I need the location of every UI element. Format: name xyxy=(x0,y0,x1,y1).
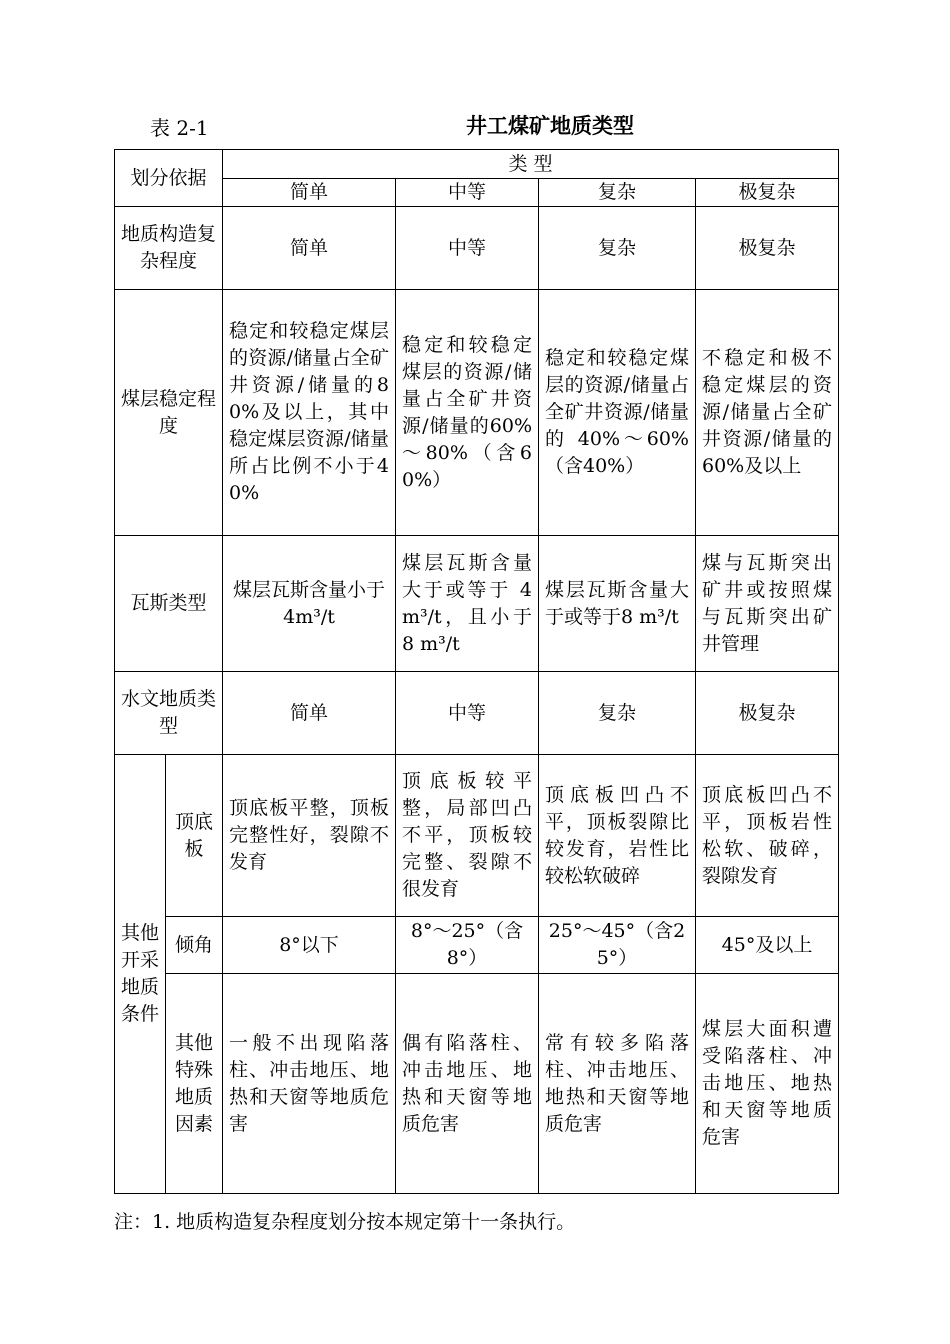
subrow-label: 其他特殊地质因素 xyxy=(166,974,223,1194)
group-label: 其他开采地质条件 xyxy=(115,755,166,1194)
table-cell: 稳定和较稳定煤层的资源/储量占全矿井资源/储量的60%～80%（含60%） xyxy=(396,290,539,536)
table-row xyxy=(115,207,839,290)
table-cell: 顶底板凹凸不平，顶板裂隙比较发育，岩性比较松软破碎 xyxy=(539,755,696,917)
table-cell: 简单 xyxy=(223,672,396,755)
row-label: 瓦斯类型 xyxy=(115,536,223,672)
table-cell: 顶底板凹凸不平，顶板岩性松软、破碎，裂隙发育 xyxy=(696,755,839,917)
table-cell: 顶底板较平整，局部凹凸不平，顶板较完整、裂隙不很发育 xyxy=(396,755,539,917)
subrow-label: 倾角 xyxy=(166,917,223,974)
table-caption: 表 2-1 xyxy=(150,116,209,140)
table-cell: 顶底板平整，顶板完整性好，裂隙不发育 xyxy=(223,755,396,917)
table-cell: 煤层大面积遭受陷落柱、冲击地压、地热和天窗等地质危害 xyxy=(696,974,839,1194)
table-cell: 简单 xyxy=(223,207,396,290)
type-complex-header: 复杂 xyxy=(539,179,696,207)
criteria-header: 划分依据 xyxy=(115,150,223,207)
table-row xyxy=(115,672,839,755)
table-cell: 复杂 xyxy=(539,207,696,290)
header-row-1 xyxy=(115,150,839,179)
table-cell: 稳定和较稳定煤层的资源/储量占全矿井资源/储量的80%及以上，其中稳定煤层资源/储量所占比例不小于40% xyxy=(223,290,396,536)
table-cell: 极复杂 xyxy=(696,207,839,290)
geology-type-table xyxy=(114,149,839,1194)
table-cell: 8°以下 xyxy=(223,917,396,974)
type-simple-header: 简单 xyxy=(223,179,396,207)
table-row xyxy=(115,536,839,672)
row-label: 地质构造复杂程度 xyxy=(115,207,223,290)
table-cell: 常有较多陷落柱、冲击地压、地热和天窗等地质危害 xyxy=(539,974,696,1194)
table-cell: 复杂 xyxy=(539,672,696,755)
table-title: 井工煤矿地质类型 xyxy=(466,114,634,138)
subrow-label: 顶底板 xyxy=(166,755,223,917)
table-row xyxy=(115,290,839,536)
table-cell: 中等 xyxy=(396,672,539,755)
table-cell: 45°及以上 xyxy=(696,917,839,974)
table-cell: 8°～25°（含8°） xyxy=(396,917,539,974)
type-medium-header: 中等 xyxy=(396,179,539,207)
table-row xyxy=(115,917,839,974)
table-row xyxy=(115,974,839,1194)
table-cell: 煤层瓦斯含量小于4m³/t xyxy=(223,536,396,672)
header-row-2 xyxy=(115,179,839,207)
table-cell: 25°～45°（含25°） xyxy=(539,917,696,974)
types-header: 类 型 xyxy=(223,150,839,179)
table-cell: 不稳定和极不稳定煤层的资源/储量占全矿井资源/储量的 60%及以上 xyxy=(696,290,839,536)
table-cell: 一般不出现陷落柱、冲击地压、地热和天窗等地质危害 xyxy=(223,974,396,1194)
table-cell: 煤与瓦斯突出矿井或按照煤与瓦斯突出矿井管理 xyxy=(696,536,839,672)
table-cell: 煤层瓦斯含量大于或等于 4m³/t，且小于 8 m³/t xyxy=(396,536,539,672)
table-cell: 极复杂 xyxy=(696,672,839,755)
table-note: 注：1. 地质构造复杂程度划分按本规定第十一条执行。 xyxy=(114,1211,576,1233)
row-label: 水文地质类型 xyxy=(115,672,223,755)
table-cell: 偶有陷落柱、冲击地压、地热和天窗等地质危害 xyxy=(396,974,539,1194)
type-very-complex-header: 极复杂 xyxy=(696,179,839,207)
table-cell: 中等 xyxy=(396,207,539,290)
table-cell: 煤层瓦斯含量大于或等于8 m³/t xyxy=(539,536,696,672)
table-cell: 稳定和较稳定煤层的资源/储量占全矿井资源/储量的 40%～60% （含40%） xyxy=(539,290,696,536)
table-row xyxy=(115,755,839,917)
row-label: 煤层稳定程度 xyxy=(115,290,223,536)
